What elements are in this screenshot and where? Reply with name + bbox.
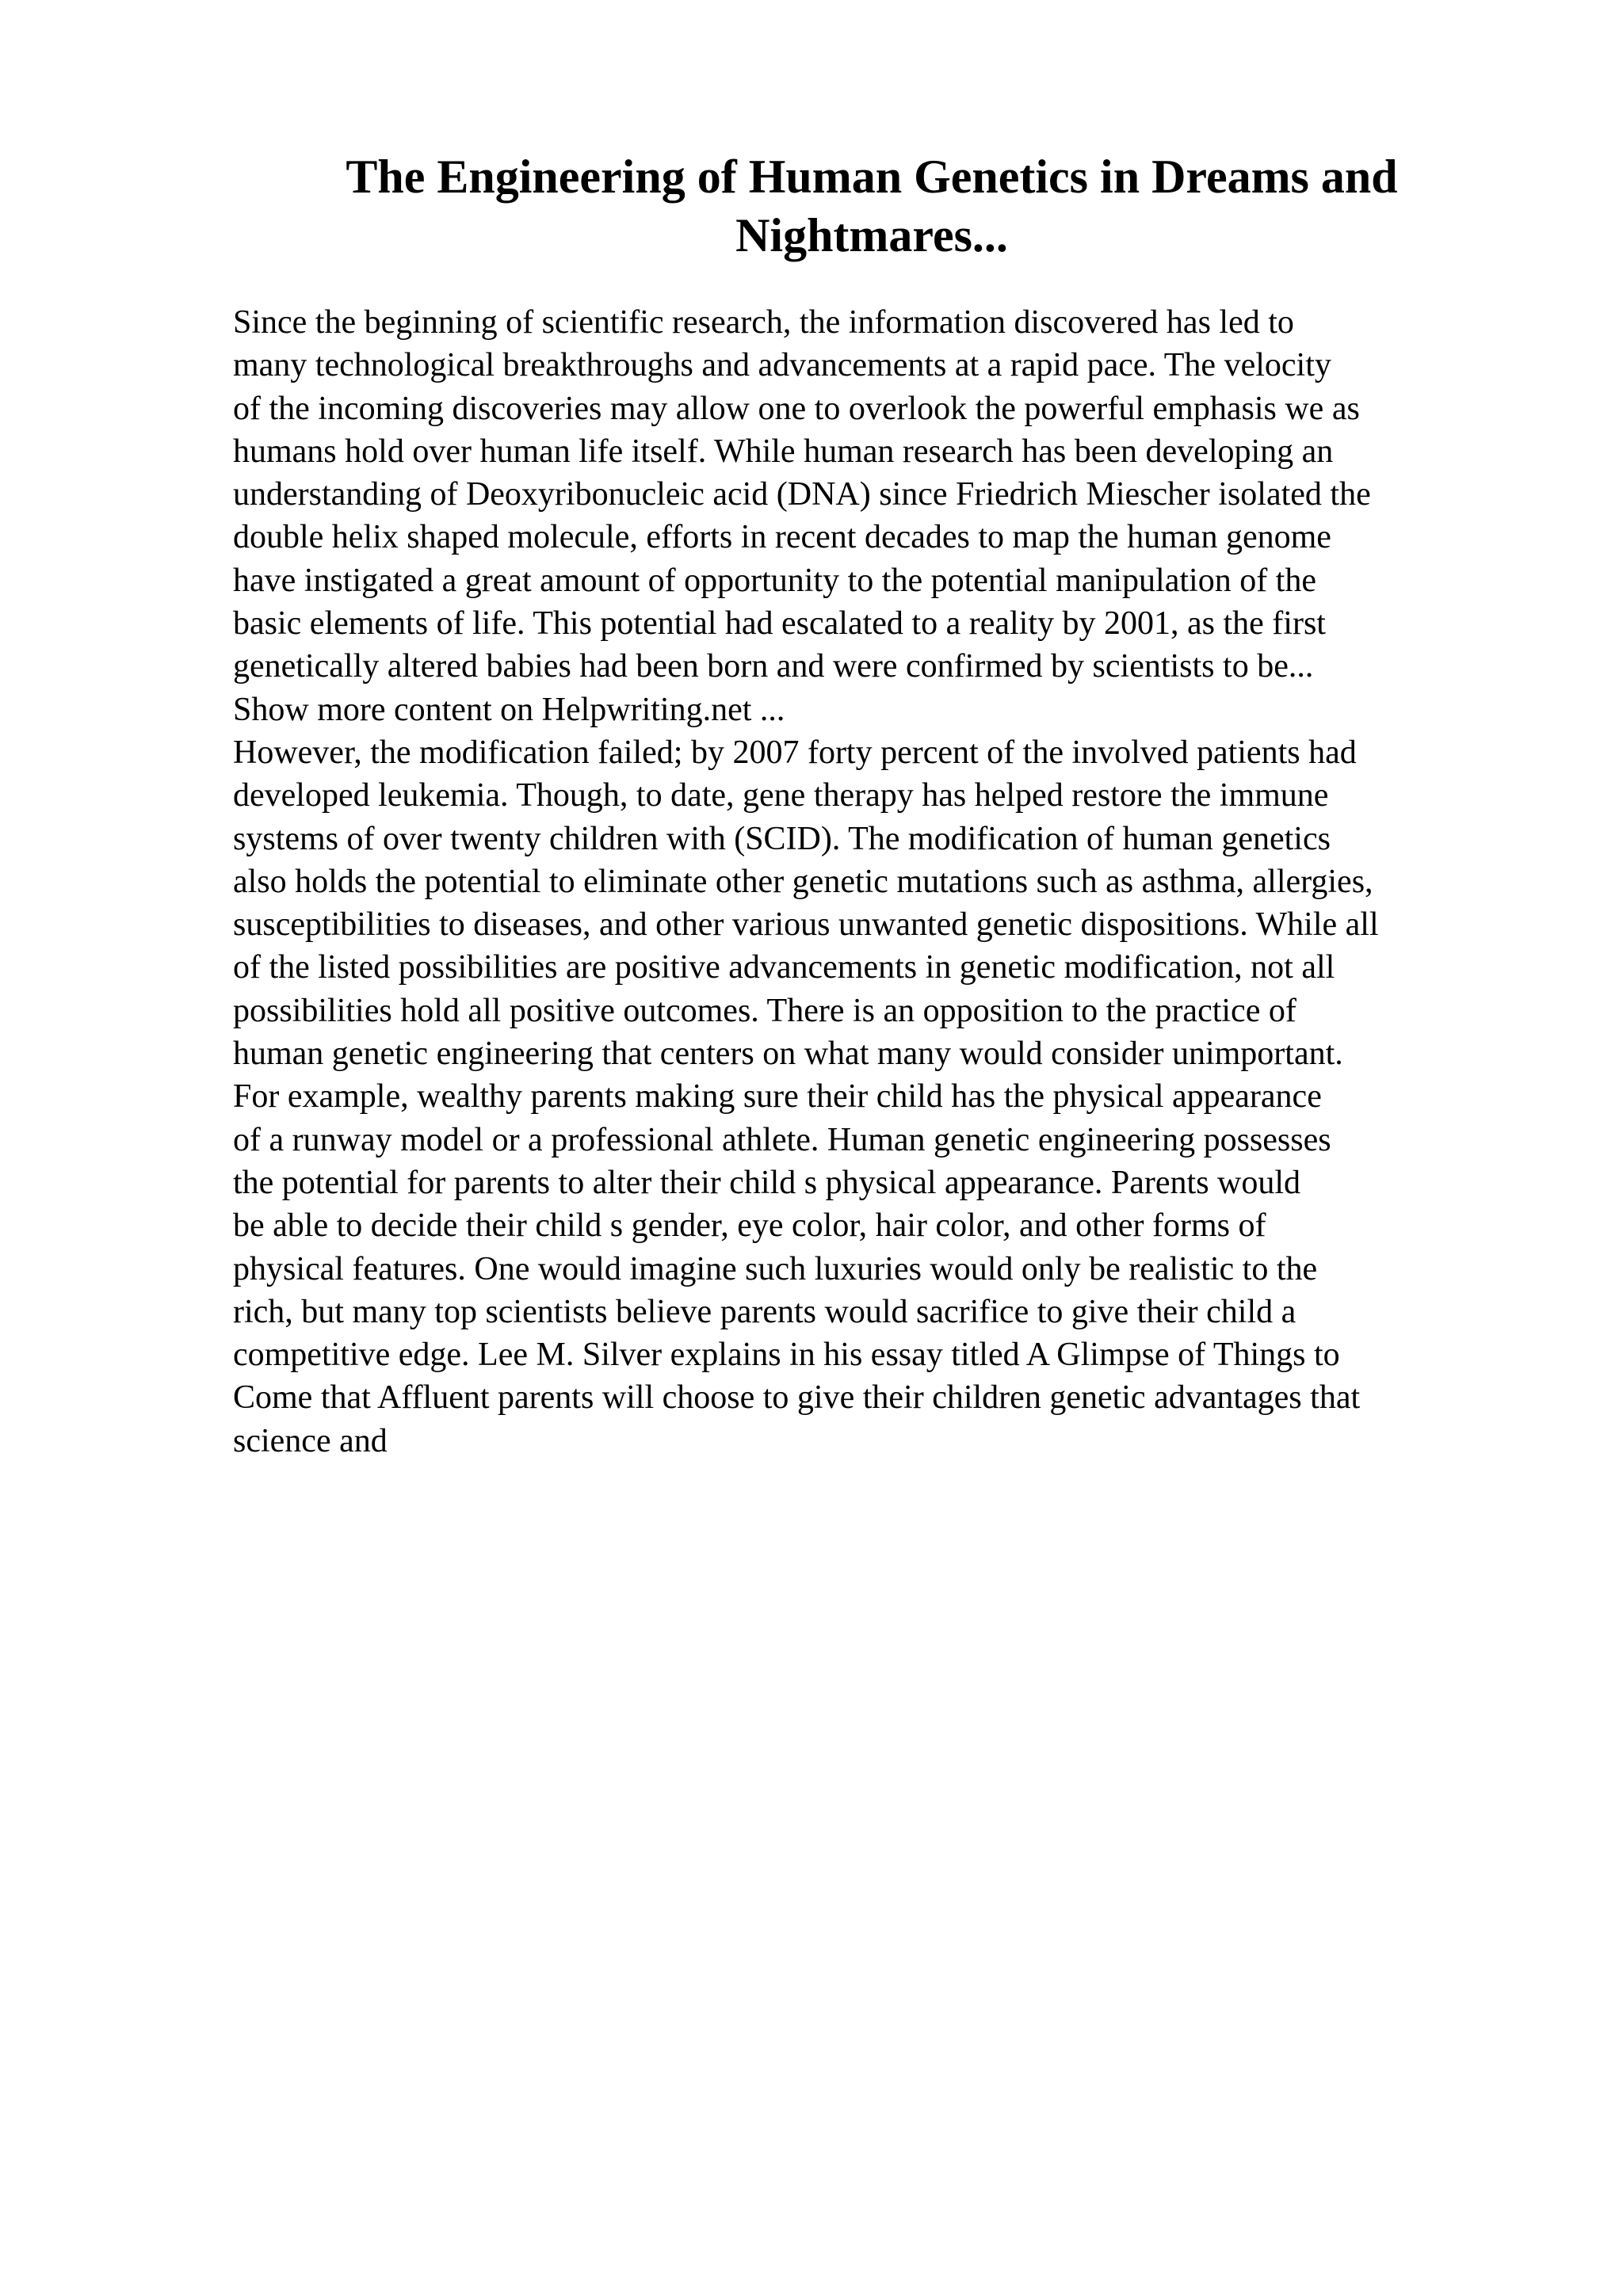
body-line: However, the modification failed; by 2007 forty percent of the involved patients had — [233, 734, 1357, 771]
body-line: double helix shaped molecule, efforts in recent decades to map the human genome — [233, 519, 1331, 556]
title-line: The Engineering of Human Genetics in Dreams and — [346, 151, 1398, 203]
body-line: rich, but many top scientists believe parents would sacrifice to give their child a — [233, 1293, 1296, 1330]
body-line: competitive edge. Lee M. Silver explains in his essay titled A Glimpse of Things to — [233, 1337, 1340, 1374]
body-line: physical features. One would imagine such luxuries would only be realistic to the — [233, 1250, 1318, 1287]
body-line: also holds the potential to eliminate other genetic mutations such as asthma, allergies, — [233, 863, 1373, 900]
body-line: possibilities hold all positive outcomes. There is an opposition to the practice of — [233, 992, 1296, 1029]
body-line: many technological breakthroughs and advancements at a rapid pace. The velocity — [233, 347, 1331, 384]
body-line: of the listed possibilities are positive advancements in genetic modification, not all — [233, 949, 1335, 986]
body-line: susceptibilities to diseases, and other various unwanted genetic dispositions. While all — [233, 906, 1379, 944]
body-line: Since the beginning of scientific research, the information discovered has led to — [233, 304, 1294, 341]
body-line: developed leukemia. Though, to date, gene therapy has helped restore the immune — [233, 777, 1329, 814]
body-line: science and — [233, 1422, 388, 1459]
body-line: humans hold over human life itself. While human research has been developing an — [233, 433, 1334, 470]
body-line: of the incoming discoveries may allow one to overlook the powerful emphasis we as — [233, 390, 1360, 427]
body-line: have instigated a great amount of opportunity to the potential manipulation of the — [233, 562, 1316, 599]
body-line: Come that Affluent parents will choose to give their children genetic advantages that — [233, 1379, 1361, 1417]
body-line: understanding of Deoxyribonucleic acid (DNA) since Friedrich Miescher isolated the — [233, 476, 1371, 513]
body-line: systems of over twenty children with (SCID). The modification of human genetics — [233, 820, 1331, 857]
body-line: genetically altered babies had been born and were confirmed by scientists to be... — [233, 648, 1314, 685]
document-body — [233, 301, 1517, 1463]
body-line: basic elements of life. This potential had escalated to a reality by 2001, as the first — [233, 605, 1326, 643]
show-more-link[interactable]: Show more content on Helpwriting.net ... — [233, 691, 785, 728]
body-line: the potential for parents to alter their child s physical appearance. Parents would — [233, 1164, 1301, 1201]
body-line: For example, wealthy parents making sure their child has the physical appearance — [233, 1078, 1322, 1116]
body-line: be able to decide their child s gender, eye color, hair color, and other forms of — [233, 1207, 1266, 1245]
title-line: Nightmares... — [735, 209, 1008, 261]
body-line: of a runway model or a professional athlete. Human genetic engineering possesses — [233, 1121, 1331, 1158]
document-title — [230, 147, 1514, 265]
body-line: human genetic engineering that centers on what many would consider unimportant. — [233, 1035, 1343, 1073]
